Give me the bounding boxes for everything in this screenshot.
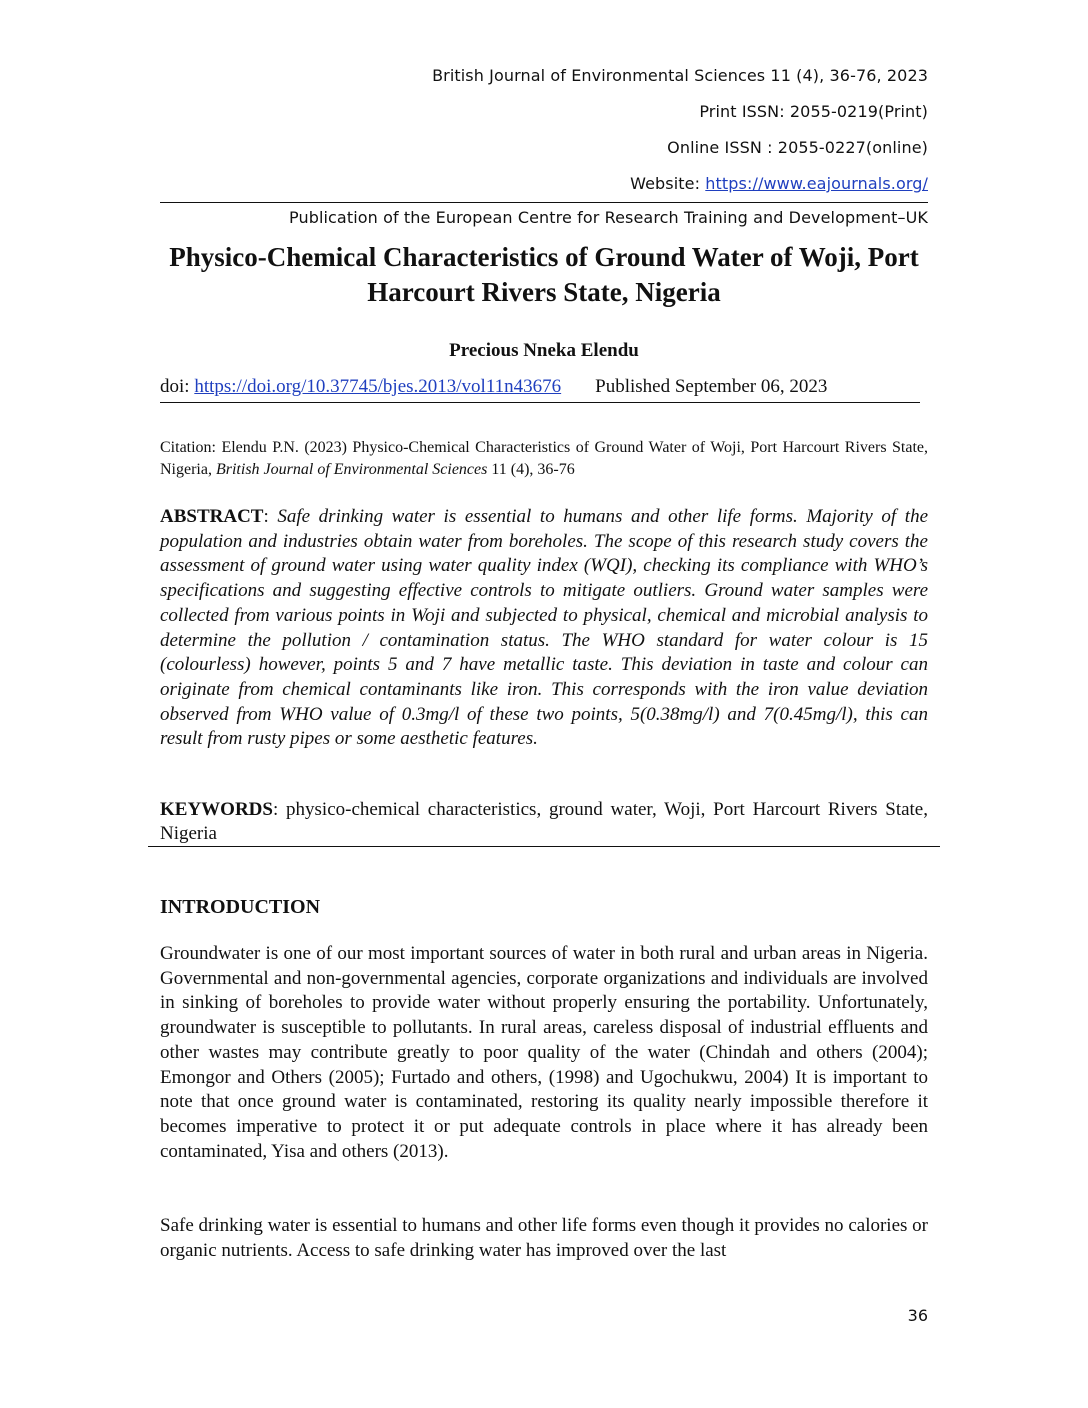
abstract-label: ABSTRACT (160, 506, 264, 527)
website-line (630, 174, 928, 193)
publisher-line: Publication of the European Centre for Research Training and Development–UK (288, 208, 928, 227)
introduction-paragraph-2: Safe drinking water is essential to humans and other life forms even though it provides no calories or organic nutrients. Access to safe drinking water has improved over the last (160, 1215, 928, 1261)
page-number: 36 (907, 1306, 928, 1325)
journal-citation-header: British Journal of Environmental Sciences 11 (4), 36-76, 2023 (432, 66, 928, 85)
introduction-paragraph-1: Groundwater is one of our most important sources of water in both rural and urban areas in Nigeria. Governmental and non-governmental agencies, corporate organizations and individuals are involved in sinking of boreholes to provide water without properly ensuring the portability. Unfortunately, groundwater is susceptible to pollutants. In rural areas, careless disposal of industrial effluents and other wastes may contribute greatly to poor quality of the water (Chindah and others (2004); Emongor and Others (2005); Furtado and others, (1998) and Ugochukwu, 2004) It is important to note that once ground water is contaminated, restoring its quality nearly impossible therefore it becomes imperative to protect it or put adequate controls in place where it has already been contaminated, Yisa and others (2013). (160, 943, 928, 1162)
keywords-label: KEYWORDS (160, 799, 273, 820)
keywords-divider (148, 846, 940, 847)
doi-divider (160, 402, 920, 403)
abstract-text: Safe drinking water is essential to humans and other life forms. Majority of the population and industries obtain water from boreholes. The scope of this research study covers the assessment of ground water using water quality index (WQI), checking its compliance with WHO’s specifications and suggesting effective controls to mitigate outliers. Ground water samples were collected from various points in Woji and subjected to physical, chemical and microbial analysis to determine the pollution / contamination status. The WHO standard for water colour is 15 (colourless) however, points 5 and 7 have metallic taste. This deviation in taste and colour can originate from chemical contaminants like iron. This corresponds with the iron value deviation observed from WHO value of 0.3mg/l of these two points, 5(0.38mg/l) and 7(0.45mg/l), this can result from rusty pipes or some aesthetic features. (160, 506, 929, 750)
doi-row (160, 376, 827, 398)
published-date: Published September 06, 2023 (595, 376, 828, 397)
doi-label: doi: (160, 376, 195, 397)
keywords: KEYWORDS: physico-chemical characteristics, ground water, Woji, Port Harcourt Rivers State, Nigeria (160, 799, 928, 844)
author-name: Precious Nneka Elendu (449, 340, 639, 361)
online-issn: Online ISSN : 2055-0227(online) (667, 138, 928, 157)
abstract: ABSTRACT: Safe drinking water is essential to humans and other life forms. Majority of the population and industries obtain water from boreholes. The scope of this research study covers the assessment of ground water using water quality index (WQI), checking its compliance with WHO’s specifications and suggesting effective controls to mitigate outliers. Ground water samples were collected from various points in Woji and subjected to physical, chemical and microbial analysis to determine the pollution / contamination status. The WHO standard for water colour is 15 (colourless) however, points 5 and 7 have metallic taste. This deviation in taste and colour can originate from chemical contaminants like iron. This corresponds with the iron value deviation observed from WHO value of 0.3mg/l of these two points, 5(0.38mg/l) and 7(0.45mg/l), this can result from rusty pipes or some aesthetic features. (160, 506, 929, 750)
citation-journal: British Journal of Environmental Sciences (215, 461, 488, 478)
article-title: Physico-Chemical Characteristics of Ground Water of Woji, Port Harcourt Rivers State, Nigeria (169, 242, 919, 307)
citation-prefix: Citation: Elendu P.N. (2023) Physico-Chemical Characteristics of Ground Water of Woji, Port Harcourt Rivers State, Nigeria, (160, 439, 928, 478)
doi-link[interactable]: https://doi.org/10.37745/bjes.2013/vol11n43676 (194, 376, 562, 397)
website-link[interactable]: https://www.eajournals.org/ (705, 174, 928, 193)
header-divider-left (160, 202, 928, 203)
print-issn: Print ISSN: 2055-0219(Print) (699, 102, 928, 121)
citation-suffix: 11 (4), 36-76 (487, 461, 575, 478)
citation (160, 437, 928, 481)
keywords-text: physico-chemical characteristics, ground water, Woji, Port Harcourt Rivers State, Nigeria (160, 799, 928, 844)
introduction-heading: INTRODUCTION (160, 896, 321, 918)
website-label: Website: (630, 174, 706, 193)
